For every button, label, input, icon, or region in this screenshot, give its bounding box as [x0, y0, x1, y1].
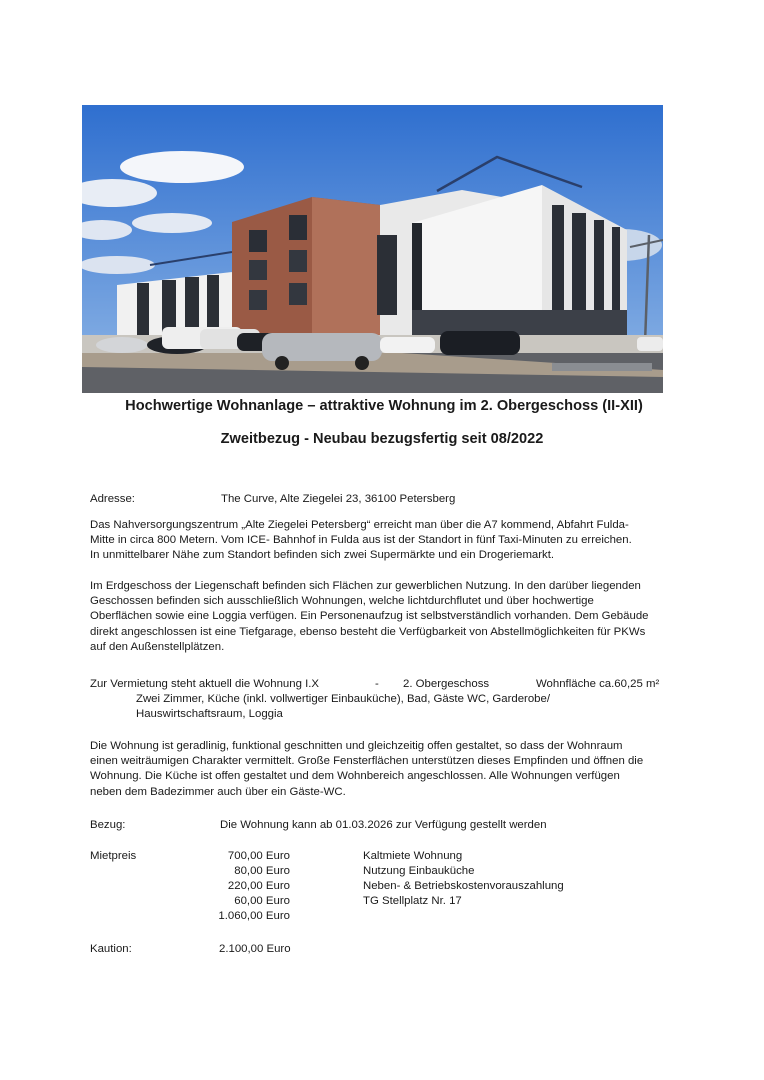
move-in-label: Bezug: [90, 819, 126, 831]
rooms-line: Hauswirtschaftsraum, Loggia [136, 708, 283, 721]
rent-amount: 80,00 Euro [234, 865, 290, 877]
building-line: direkt angeschlossen ist eine Tiefgarage, ebenso besteht die Verfügbarkeit von Abstellmöglichkeiten für PKWs [90, 625, 646, 638]
address-value: The Curve, Alte Ziegelei 23, 36100 Petersberg [221, 493, 456, 505]
address-label: Adresse: [90, 493, 135, 505]
apartment-line: einen weiträumigen Charakter vermittelt. Große Fensterflächen unterstützen dieses Empfinden und öffnen die [90, 755, 644, 768]
rental-unit-intro: Zur Vermietung steht aktuell die Wohnung I.X [90, 678, 319, 690]
apartment-paragraph [90, 739, 680, 800]
rent-description: Nutzung Einbauküche [363, 865, 475, 877]
location-paragraph [90, 518, 680, 564]
building-photo [82, 105, 663, 393]
rent-amount: 60,00 Euro [234, 895, 290, 907]
document-subtitle: Zweitbezug - Neubau bezugsfertig seit 08/2022 [220, 431, 544, 447]
document-title: Hochwertige Wohnanlage – attraktive Wohnung im 2. Obergeschoss (II-XII) [125, 398, 643, 414]
rental-unit-area: Wohnfläche ca.60,25 m² [536, 678, 660, 690]
rent-description: Neben- & Betriebskostenvorauszahlung [363, 880, 564, 892]
location-line: Das Nahversorgungszentrum „Alte Ziegelei Petersberg“ erreicht man über die A7 kommend, Abfahrt Fulda- [90, 519, 629, 531]
rent-total: 1.060,00 Euro [218, 910, 290, 922]
building-paragraph [90, 579, 680, 655]
rent-description: TG Stellplatz Nr. 17 [363, 895, 462, 907]
move-in-value: Die Wohnung kann ab 01.03.2026 zur Verfügung gestellt werden [220, 819, 547, 831]
deposit-value: 2.100,00 Euro [219, 943, 291, 955]
rent-amount: 220,00 Euro [227, 880, 290, 892]
apartment-line: neben dem Badezimmer auch über ein Gäste-WC. [90, 785, 346, 798]
location-line: In unmittelbarer Nähe zum Standort befinden sich zwei Supermärkte und ein Drogeriemarkt. [90, 549, 555, 562]
apartment-line: Die Wohnung ist geradlinig, funktional geschnitten und gleichzeitig offen gestaltet, so dass der Wohnraum [90, 740, 623, 752]
building-line: Im Erdgeschoss der Liegenschaft befinden sich Flächen zur gewerblichen Nutzung. In den darüber liegenden [90, 580, 641, 592]
rent-label: Mietpreis [90, 850, 137, 862]
building-line: auf den Außenstellplätzen. [90, 640, 225, 653]
deposit-label: Kaution: [90, 943, 132, 955]
location-line: Mitte in circa 800 Metern. Vom ICE- Bahnhof in Fulda aus ist der Standort in fünf Taxi-Minuten zu erreichen. [90, 534, 632, 547]
building-line: Oberflächen sowie eine Loggia verfügen. Ein Personenaufzug ist selbstverständlich vorhanden. Dem Gebäude [90, 610, 649, 623]
apartment-line: Wohnung. Die Küche ist offen gestaltet und dem Wohnbereich angeschlossen. Alle Wohnungen verfügen [90, 770, 620, 783]
rental-unit-dash: - [375, 678, 379, 690]
rent-description: Kaltmiete Wohnung [363, 850, 463, 862]
rental-unit-floor: 2. Obergeschoss [403, 678, 490, 690]
building-line: Geschossen befinden sich ausschließlich Wohnungen, welche lichtdurchflutet und über hochwertige [90, 595, 594, 608]
rent-amount: 700,00 Euro [227, 850, 290, 862]
rooms-line: Zwei Zimmer, Küche (inkl. vollwertiger Einbauküche), Bad, Gäste WC, Garderobe/ [136, 693, 551, 705]
rental-unit-rooms [136, 692, 676, 722]
